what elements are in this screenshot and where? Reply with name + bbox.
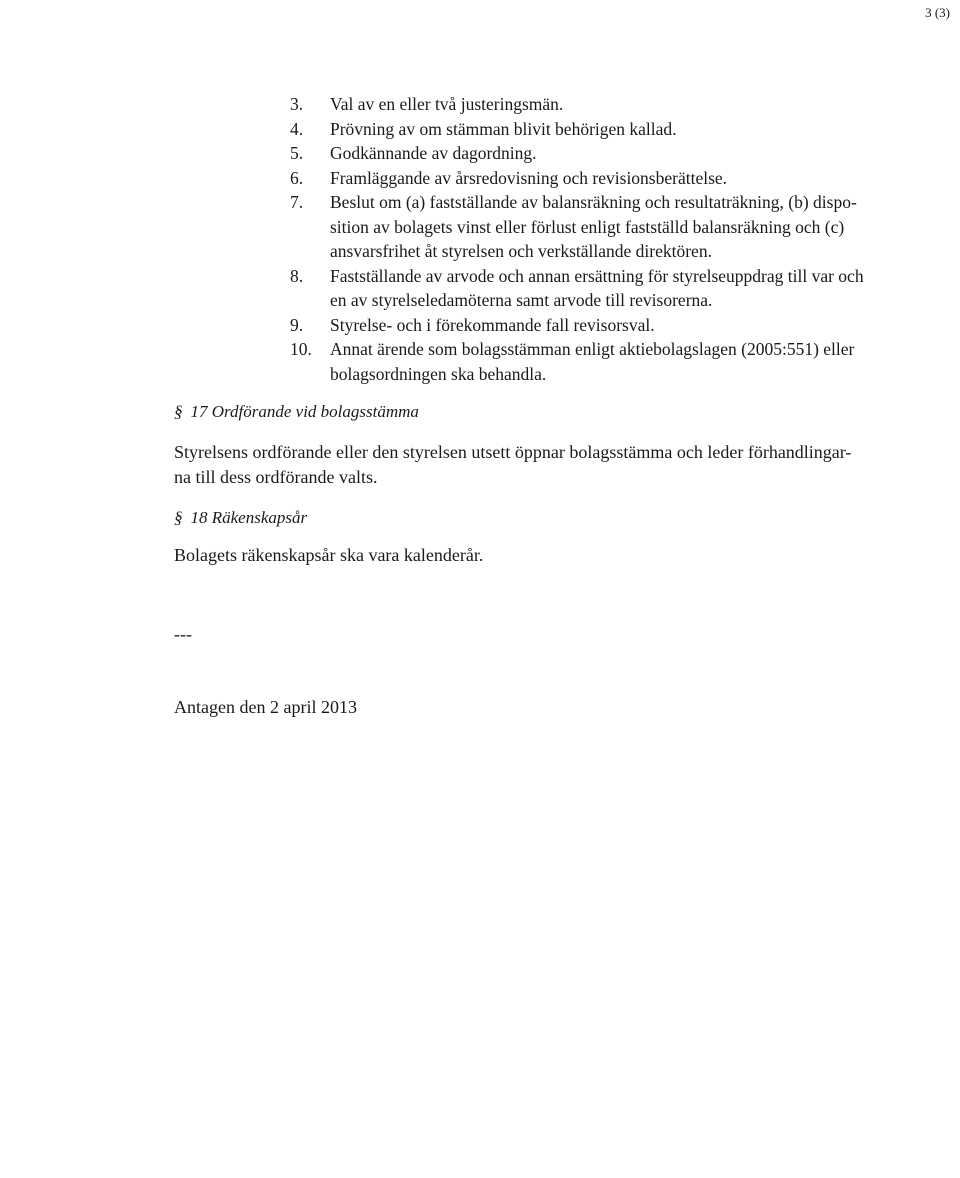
agenda-item — [290, 117, 958, 142]
agenda-item-number: 10. — [290, 339, 312, 359]
agenda-item-text — [330, 166, 958, 191]
agenda-item-text — [330, 313, 958, 338]
separator: --- — [174, 624, 192, 644]
agenda-item-text — [330, 190, 958, 264]
agenda-item-line: Fastställande av arvode och annan ersättning för styrelseuppdrag till var och — [330, 265, 864, 286]
section-18-title: 18 Räkenskapsår — [190, 508, 308, 527]
agenda-item-line: Prövning av om stämman blivit behörigen kallad. — [330, 118, 677, 139]
agenda-item-number: 4. — [290, 118, 304, 139]
agenda-item-line: Godkännande av dagordning. — [330, 143, 537, 163]
agenda-item-number: 5. — [290, 143, 304, 163]
agenda-item-line: Framläggande av årsredovisning och revisionsberättelse. — [330, 167, 728, 188]
agenda-item — [290, 313, 958, 338]
section-symbol: § — [174, 402, 183, 421]
agenda-item-line: Beslut om (a) fastställande av balansräkning och resultaträkning, (b) dispo- — [330, 192, 857, 212]
agenda-item-text — [330, 141, 958, 166]
agenda-item-line: Annat ärende som bolagsstämman enligt aktiebolagslagen (2005:551) eller — [330, 339, 855, 359]
agenda-item-line: Val av en eller två justeringsmän. — [330, 94, 564, 114]
agenda-item-text — [330, 337, 958, 386]
agenda-item-line: bolagsordningen ska behandla. — [330, 363, 547, 384]
agenda-list — [290, 92, 958, 386]
agenda-item-text — [330, 92, 958, 117]
section-symbol: § — [174, 508, 183, 527]
agenda-item — [290, 141, 958, 166]
section-18-text: Bolagets räkenskapsår ska vara kalenderår. — [174, 545, 484, 565]
agenda-item — [290, 92, 958, 117]
agenda-item-number: 6. — [290, 167, 304, 188]
agenda-item-text — [330, 117, 958, 142]
section-17-title: 17 Ordförande vid bolagsstämma — [190, 402, 419, 421]
section-17-line: Styrelsens ordförande eller den styrelsen utsett öppnar bolagsstämma och leder förhandlingar- — [174, 442, 852, 462]
page-number: 3 (3) — [925, 5, 950, 20]
agenda-item-number: 7. — [290, 192, 304, 212]
section-17-heading — [174, 402, 419, 422]
agenda-item-line: sition av bolagets vinst eller förlust enligt fastställd balansräkning och (c) — [330, 216, 845, 237]
agenda-item-line: Styrelse- och i förekommande fall revisorsval. — [330, 314, 655, 335]
agenda-item-line: ansvarsfrihet åt styrelsen och verkställande direktören. — [330, 241, 712, 261]
agenda-item — [290, 166, 958, 191]
section-18-heading — [174, 508, 307, 528]
agenda-item — [290, 190, 958, 264]
agenda-item — [290, 264, 958, 313]
agenda-item-line: en av styrelseledamöterna samt arvode till revisorerna. — [330, 290, 713, 310]
section-17-text — [174, 440, 954, 490]
agenda-item-number: 8. — [290, 265, 304, 286]
agenda-item-number: 3. — [290, 94, 304, 114]
agenda-item-text — [330, 264, 958, 313]
agenda-item-number: 9. — [290, 314, 304, 335]
adoption-date: Antagen den 2 april 2013 — [174, 697, 357, 717]
section-17-line: na till dess ordförande valts. — [174, 467, 378, 487]
agenda-item — [290, 337, 958, 386]
